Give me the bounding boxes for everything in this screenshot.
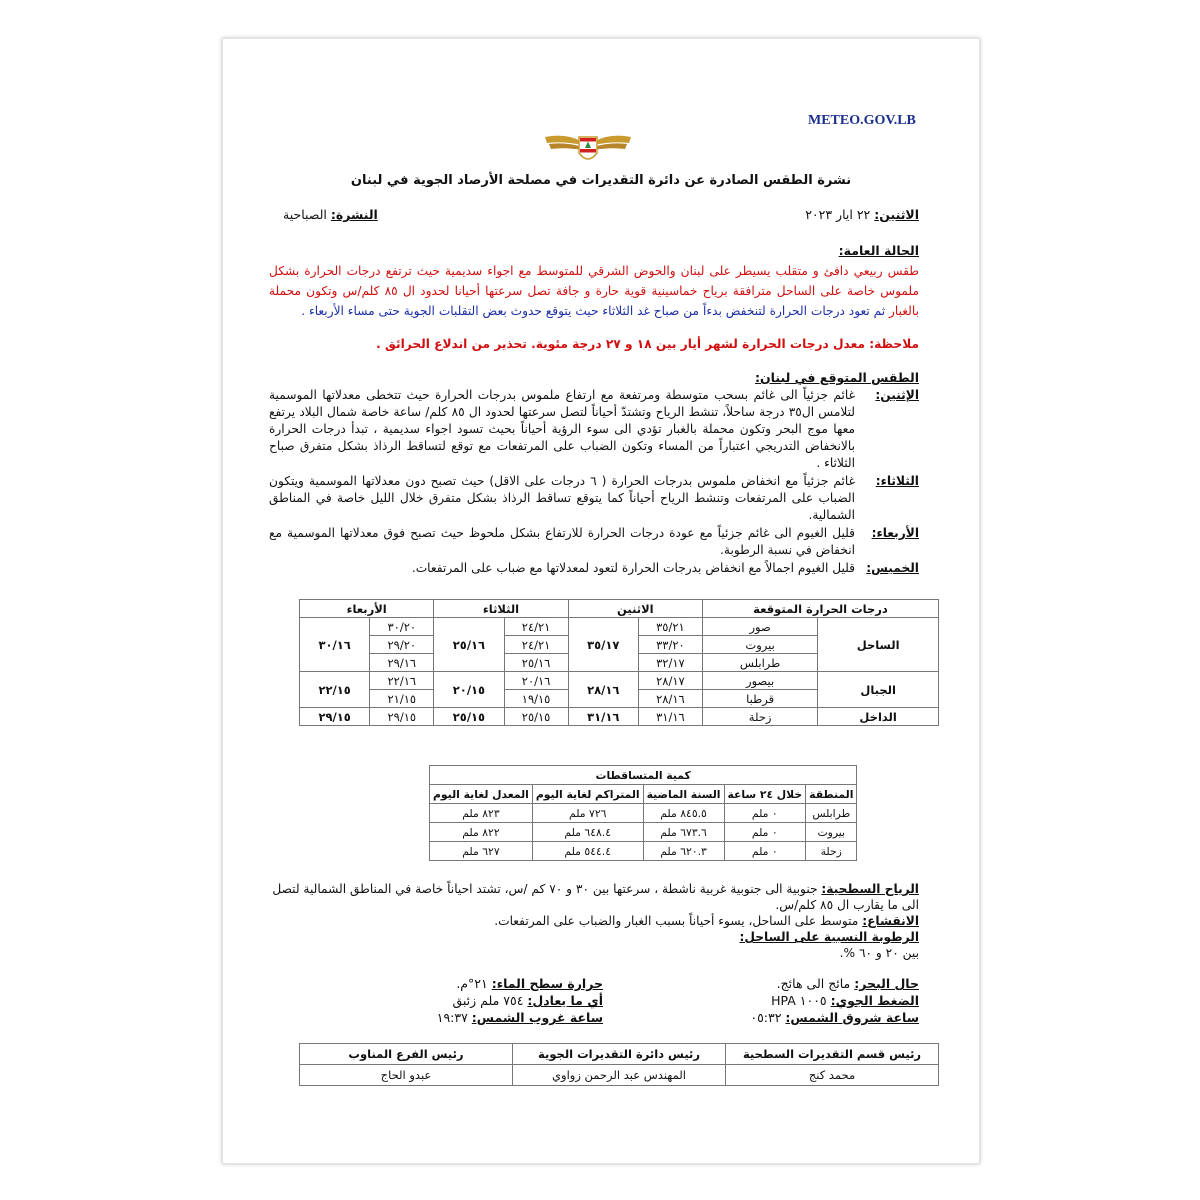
humidity-line: [269, 929, 919, 961]
temp-cell: ٢٩/١٦: [370, 654, 434, 672]
table-cell: ٨٢٢ ملم: [430, 823, 533, 842]
table-row: [300, 672, 939, 690]
table-cell: ٦٧٣.٦ ملم: [643, 823, 724, 842]
temp-cell: ٢٨/١٧: [638, 672, 702, 690]
table-cell: ٠ ملم: [724, 804, 806, 823]
table-cell: ٨٢٣ ملم: [430, 804, 533, 823]
table-cell: ٠ ملم: [724, 842, 806, 861]
forecast-day-label: الإثنين:: [875, 388, 919, 402]
obs-column-right: [619, 975, 919, 1026]
tue-header: الثلاثاء: [434, 600, 568, 618]
table-header-row: [430, 785, 857, 804]
temp-cell: ٣١/١٦: [638, 708, 702, 726]
temperature-table: [299, 599, 939, 726]
pressure-label: الضغط الجوي:: [830, 993, 919, 1008]
forecast-day: [269, 473, 919, 524]
table-cell: ٦٢٠.٣ ملم: [643, 842, 724, 861]
forecast-day: [269, 387, 919, 472]
forecast-day-label: الخميس:: [866, 561, 919, 575]
table-header-row: [430, 766, 857, 785]
forecast-day-text: قليل الغيوم الى غائم جزئياً مع عودة درجات الحرارة للارتفاع بشكل ملحوظ حيث تصبح فوق معدلاتها الموسمية مع انخفاض في نسبة الرطوبة.: [269, 526, 855, 557]
bulletin-page: [222, 38, 980, 1164]
forecast-day: [269, 560, 919, 577]
forecast-day-text: غائم جزئياً مع انخفاض ملموس بدرجات الحرارة ( ٦ درجات على الاقل) حيث تصبح دون معدلاتها الموسمية ويتكون الضباب على المرتفعات وتنشط الرياح أحياناً كما يتوقع تساقط الرذاذ بشكل متفرق خلال الليل خاصة في المناطق الشمالية.: [269, 474, 856, 522]
sea-temp-value: ٢١°م.: [456, 976, 488, 991]
signature-name: محمد كنج: [726, 1065, 939, 1086]
temp-cell: ٣٢/١٧: [638, 654, 702, 672]
temp-cell: ٢٤/٢١: [504, 636, 568, 654]
temp-cell: ٢٤/٢١: [504, 618, 568, 636]
visibility-text: متوسط على الساحل، يسوء أحياناً بسبب الغبار والضباب على المرتفعات.: [494, 914, 859, 928]
avg-cell: ٢٠/١٥: [434, 672, 504, 708]
forecast-day: [269, 525, 919, 559]
table-cell: ٨٤٥.٥ ملم: [643, 804, 724, 823]
city-cell: صور: [702, 618, 817, 636]
note-text: ملاحظة: معدل درجات الحرارة لشهر أيار بين ١٨ و ٢٧ درجة مئوية. تحذير من اندلاع الحرائق .: [376, 337, 919, 351]
signature-names-row: [300, 1065, 939, 1086]
winds-text: جنوبية الى جنوبية غربية ناشطة ، سرعتها بين ٣٠ و ٧٠ كم /س، تشتد احياناً خاصة في المناطق الشمالية لتصل الى ما يقارب ال ٨٥ كلم/س.: [272, 882, 919, 912]
winds-line: [269, 881, 919, 913]
table-cell: زحلة: [806, 842, 857, 861]
table-cell: ٠ ملم: [724, 823, 806, 842]
table-cell: ٥٤٤.٤ ملم: [532, 842, 643, 861]
temp-cell: ٢٢/١٦: [370, 672, 434, 690]
table-row: [430, 842, 857, 861]
avg-cell: ٢٥/١٦: [434, 618, 504, 672]
mon-header: الاثنين: [568, 600, 702, 618]
general-text-intro: طقس ربيعي دافئ و متقلب يسيطر على لبنان والحوض الشرقي للمتوسط مع اجواء سديمية حيث ترتفع درجات الحرارة بشكل ملموس خاصة على الساحل مترافقة برياح خماسينية قوية حارة و جافة تصل سرعتها أحيانا لحدود ال ٨٥ كلم/س وتكون محملة بالغبار: [269, 264, 919, 318]
date-block: [805, 207, 919, 222]
temp-cell: ٢٩/٢٠: [370, 636, 434, 654]
avg-cell: ٢٩/١٥: [300, 708, 370, 726]
bulletin-block: [283, 207, 378, 222]
sea-state-value: مائج الى هائج.: [776, 976, 851, 991]
table-row: [300, 618, 939, 636]
column-header: المعدل لغاية اليوم: [430, 785, 533, 804]
general-heading: الحالة العامة:: [838, 243, 919, 258]
table-cell: ٧٢٦ ملم: [532, 804, 643, 823]
obs-column-left: [303, 975, 603, 1026]
city-cell: بيصور: [702, 672, 817, 690]
equiv-value: ٧٥٤ ملم زئبق: [452, 993, 524, 1008]
signature-title: رئيس الفرع المناوب: [300, 1044, 513, 1065]
sea-temp-label: حرارة سطح الماء:: [491, 976, 603, 991]
temp-cell: ٣٥/٢١: [638, 618, 702, 636]
sunset-value: ١٩:٣٧: [436, 1010, 468, 1025]
region-cell: الداخل: [818, 708, 939, 726]
equiv-line: [303, 992, 603, 1009]
table-row: [430, 823, 857, 842]
signature-title: رئيس قسم التقديرات السطحية: [726, 1044, 939, 1065]
signature-name: عبدو الحاج: [300, 1065, 513, 1086]
day-label: الاثنين:: [874, 207, 919, 222]
column-header: المنطقة: [806, 785, 857, 804]
sunrise-label: ساعة شروق الشمس:: [785, 1010, 919, 1025]
city-cell: زحلة: [702, 708, 817, 726]
winds-label: الرياح السطحية:: [821, 882, 919, 896]
temp-cell: ٣٠/٢٠: [370, 618, 434, 636]
column-header: المتراكم لغاية اليوم: [532, 785, 643, 804]
temp-cell: ٢١/١٥: [370, 690, 434, 708]
table-cell: ٦٢٧ ملم: [430, 842, 533, 861]
visibility-label: الانقشاع:: [862, 914, 919, 928]
avg-cell: ٣٥/١٧: [568, 618, 638, 672]
pressure-line: [619, 992, 919, 1009]
signature-name: المهندس عبد الرحمن زواوي: [513, 1065, 726, 1086]
avg-cell: ٣١/١٦: [568, 708, 638, 726]
conditions-section: [269, 881, 919, 961]
equiv-label: أي ما يعادل:: [527, 993, 603, 1008]
bulletin-title: نشرة الطقس الصادرة عن دائرة التقديرات في مصلحة الأرصاد الجوية في لبنان: [350, 173, 852, 188]
table-cell: ٦٤٨.٤ ملم: [532, 823, 643, 842]
signatures-table: [299, 1043, 939, 1086]
army-emblem-icon: [543, 131, 633, 167]
region-cell: الجبال: [818, 672, 939, 708]
column-header: السنة الماضية: [643, 785, 724, 804]
sea-state-line: [619, 975, 919, 992]
avg-cell: ٣٠/١٦: [300, 618, 370, 672]
rain-title: كمية المتساقطات: [430, 766, 857, 785]
avg-cell: ٢٢/١٥: [300, 672, 370, 708]
avg-cell: ٢٥/١٥: [434, 708, 504, 726]
sea-temp-line: [303, 975, 603, 992]
sunrise-line: [619, 1009, 919, 1026]
wed-header: الأربعاء: [300, 600, 434, 618]
pressure-value: ١٠٠٥ HPA: [771, 993, 827, 1008]
temp-cell: ٣٣/٢٠: [638, 636, 702, 654]
forecast-heading: الطقس المتوقع في لبنان:: [755, 370, 919, 385]
temp-cell: ٢٥/١٦: [504, 654, 568, 672]
region-cell: الساحل: [818, 618, 939, 672]
temp-cell: ٢٠/١٦: [504, 672, 568, 690]
sea-and-sun-section: [283, 975, 919, 1031]
precipitation-table: [429, 765, 857, 861]
humidity-label: الرطوبة النسبية على الساحل:: [739, 930, 919, 944]
avg-cell: ٢٨/١٦: [568, 672, 638, 708]
forecast-day-text: قليل الغيوم اجمالاً مع انخفاض بدرجات الحرارة لتعود لمعدلاتها مع ضباب على المرتفعات.: [411, 561, 855, 575]
forecast-day-text: غائم جزئياً الى غائم بسحب متوسطة ومرتفعة مع ارتفاع ملموس بدرجات الحرارة حيث تتخطى معدلاتها الموسمية لتلامس ال٣٥ درجة ساحلاً، تنشط الرياح وتشتدّ أحياناً لتصل سرعتها لحدود ال ٨٥ كلم/ ساعة خاصة شمال البلاد يرتفع معها موج البحر وتكون محملة بالغبار تؤدي الى سوء الرؤية أحياناً بحيث تسود اجواء سديمية ، تبدأ درجات الحرارة بالانخفاض التدريجي اعتباراً من المساء وتكون الضباب على المرتفعات مع توقع لتساقط الرذاذ بشكل متفرق صباح الثلاثاء .: [269, 388, 856, 470]
column-header: خلال ٢٤ ساعة: [724, 785, 806, 804]
general-situation: [269, 241, 919, 321]
temp-title-header: درجات الحرارة المتوقعة: [702, 600, 938, 618]
signature-titles-row: [300, 1044, 939, 1065]
table-row: [430, 804, 857, 823]
general-text-cooling: ثم تعود درجات الحرارة لتنخفض بدءاً من صباح غد الثلاثاء حيث يتوقع حدوث بعض التقلبات الجوية حتى مساء الأربعاء .: [301, 304, 886, 318]
sunrise-value: ٠٥:٣٢: [750, 1010, 782, 1025]
sea-state-label: حال البحر:: [854, 976, 919, 991]
forecast-day-label: الأربعاء:: [871, 526, 919, 540]
city-cell: بيروت: [702, 636, 817, 654]
forecast-day-label: الثلاثاء:: [875, 474, 919, 488]
site-url: METEO.GOV.LB: [808, 113, 916, 128]
day-value: ٢٢ ايار ٢٠٢٣: [805, 207, 871, 222]
temp-cell: ٢٥/١٥: [504, 708, 568, 726]
temp-cell: ٢٩/١٥: [370, 708, 434, 726]
table-row: [300, 708, 939, 726]
temp-cell: ٢٨/١٦: [638, 690, 702, 708]
temp-cell: ١٩/١٥: [504, 690, 568, 708]
bulletin-value: الصباحية: [283, 207, 327, 222]
visibility-line: [269, 913, 919, 929]
city-cell: طرابلس: [702, 654, 817, 672]
table-header-row: [300, 600, 939, 618]
table-cell: طرابلس: [806, 804, 857, 823]
city-cell: قرطبا: [702, 690, 817, 708]
bulletin-label: النشرة:: [330, 207, 378, 222]
signature-title: رئيس دائرة التقديرات الجوية: [513, 1044, 726, 1065]
humidity-text: بين ٢٠ و ٦٠ %.: [839, 946, 919, 960]
sunset-label: ساعة غروب الشمس:: [471, 1010, 603, 1025]
table-cell: بيروت: [806, 823, 857, 842]
forecast-section: [269, 369, 919, 577]
sunset-line: [303, 1009, 603, 1026]
